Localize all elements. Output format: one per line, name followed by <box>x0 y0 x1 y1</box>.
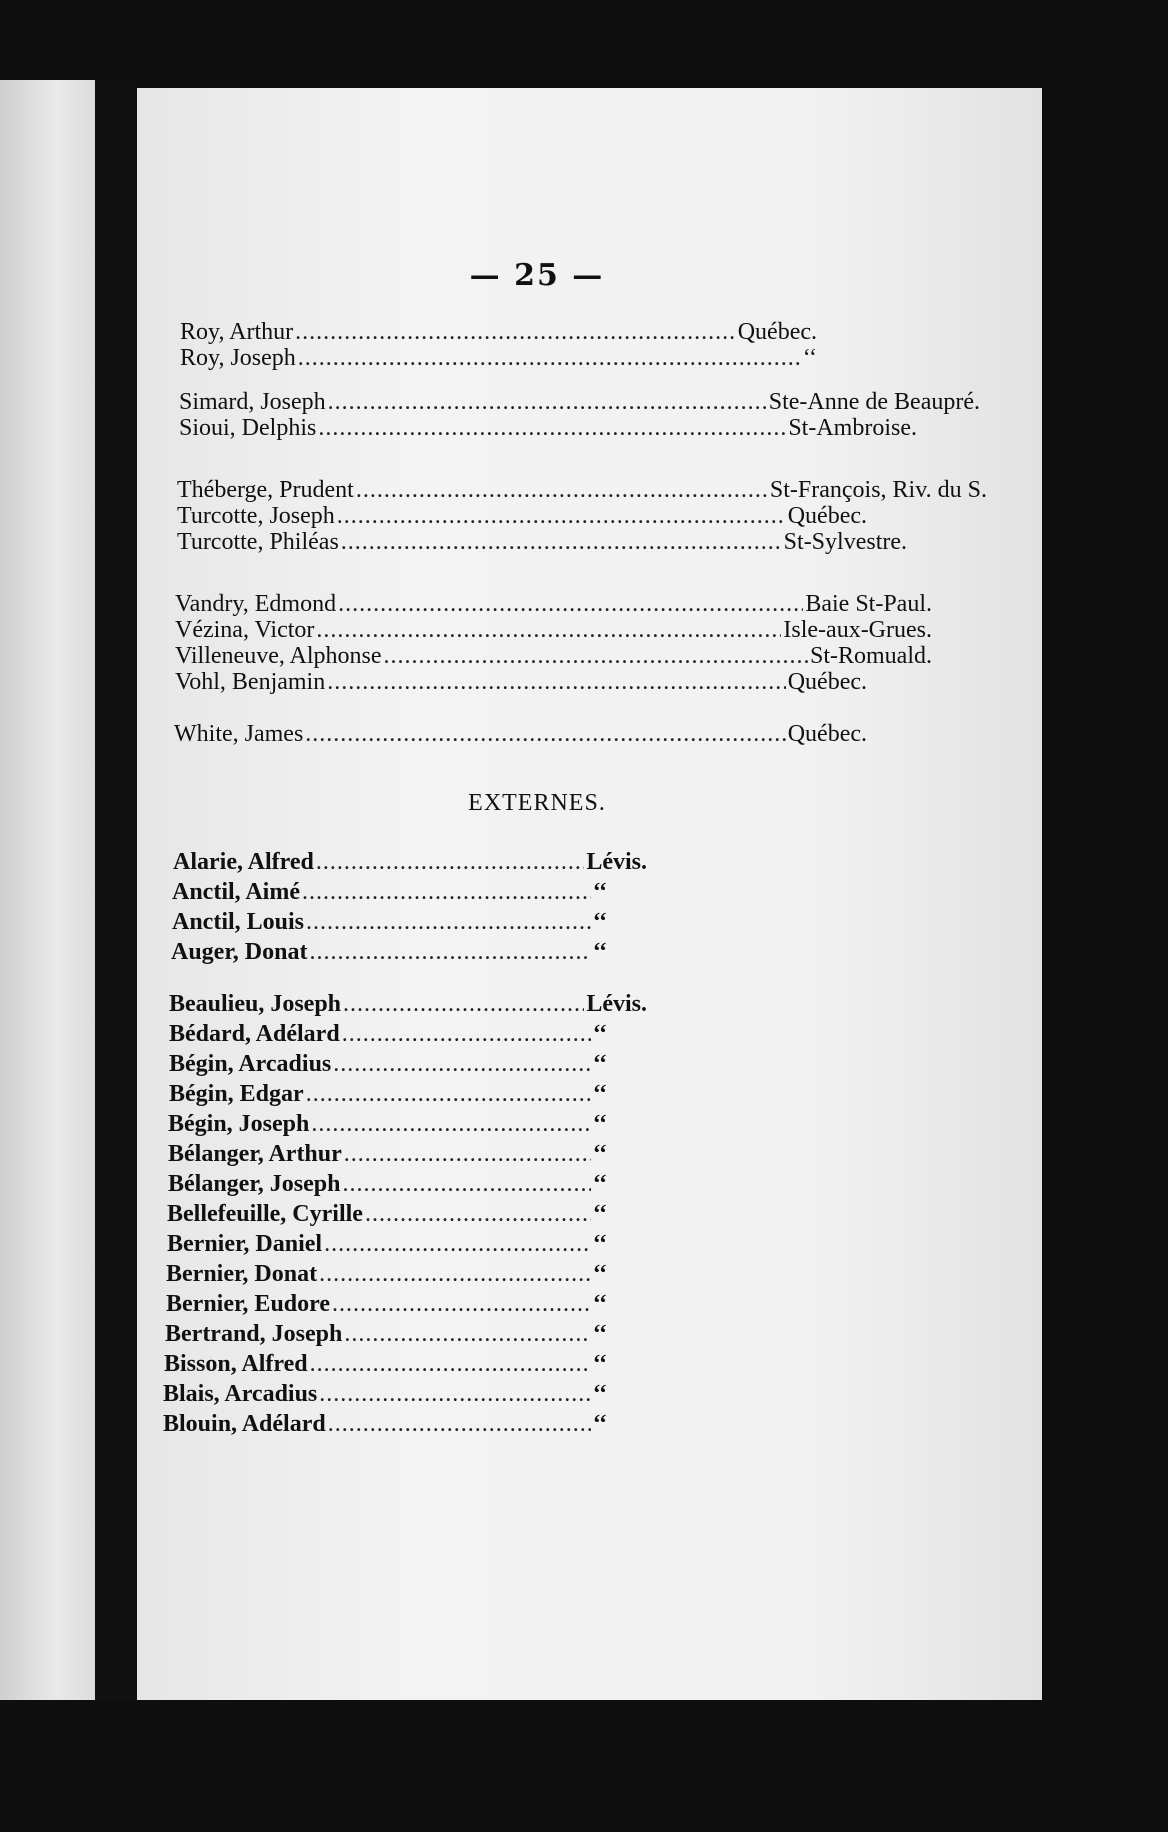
student-name: White, James <box>174 721 304 747</box>
student-place: ‘‘ <box>802 345 817 371</box>
list-item <box>169 990 647 1018</box>
dot-leader <box>343 990 584 1018</box>
student-place: Québec. <box>787 503 867 529</box>
list-item <box>175 590 932 618</box>
student-name: Anctil, Louis <box>172 909 305 935</box>
page-number: — 25 — <box>469 258 605 293</box>
student-place: ‘‘ <box>592 1111 607 1137</box>
student-name: Bisson, Alfred <box>164 1351 308 1377</box>
student-name: Roy, Arthur <box>180 319 294 345</box>
student-place: ‘‘ <box>592 1171 607 1197</box>
student-place: Ste-Anne de Beaupré. <box>768 389 980 415</box>
dot-leader <box>328 388 767 416</box>
dot-leader <box>333 1050 591 1078</box>
student-name: Bernier, Donat <box>166 1261 318 1287</box>
list-item <box>175 616 932 644</box>
student-name: Villeneuve, Alphonse <box>175 643 382 669</box>
student-place: Québec. <box>787 669 867 695</box>
list-item <box>169 1020 607 1048</box>
student-name: Bégin, Edgar <box>169 1081 304 1107</box>
list-item <box>167 1230 607 1258</box>
student-name: Alarie, Alfred <box>173 849 314 875</box>
student-name: Roy, Joseph <box>180 345 296 371</box>
dot-leader <box>332 1290 591 1318</box>
student-name: Blais, Arcadius <box>163 1381 318 1407</box>
student-name: Bertrand, Joseph <box>165 1321 343 1347</box>
dot-leader <box>309 938 590 966</box>
student-name: Vézina, Victor <box>175 617 315 643</box>
student-place: Québec. <box>787 721 867 747</box>
student-place: ‘‘ <box>592 1141 607 1167</box>
student-place: ‘‘ <box>592 1351 607 1377</box>
dot-leader <box>344 1140 591 1168</box>
list-item <box>180 318 817 346</box>
list-item <box>179 388 980 416</box>
list-item <box>177 528 907 556</box>
list-item <box>172 908 607 936</box>
dot-leader <box>365 1200 591 1228</box>
list-item <box>175 642 932 670</box>
student-place: ‘‘ <box>592 1261 607 1287</box>
dot-leader <box>327 668 785 696</box>
dot-leader <box>295 318 736 346</box>
student-place: ‘‘ <box>592 1321 607 1347</box>
student-place: ‘‘ <box>592 1291 607 1317</box>
dot-leader <box>310 1350 591 1378</box>
student-name: Vandry, Edmond <box>175 591 337 617</box>
student-name: Bélanger, Arthur <box>168 1141 342 1167</box>
list-item <box>166 1260 607 1288</box>
student-name: Bégin, Arcadius <box>169 1051 332 1077</box>
list-item <box>177 476 987 504</box>
student-place: ‘‘ <box>592 1411 607 1437</box>
list-item <box>168 1170 607 1198</box>
student-place: ‘‘ <box>592 1201 607 1227</box>
dot-leader <box>316 848 584 876</box>
student-name: Bégin, Joseph <box>168 1111 310 1137</box>
list-item <box>174 720 867 748</box>
dot-leader <box>342 1020 591 1048</box>
student-place: ‘‘ <box>592 909 607 935</box>
student-name: Bédard, Adélard <box>169 1021 340 1047</box>
dot-leader <box>342 1170 590 1198</box>
list-item <box>169 1080 607 1108</box>
student-name: Turcotte, Philéas <box>177 529 339 555</box>
student-place: Québec. <box>737 319 817 345</box>
dot-leader <box>298 344 801 372</box>
dot-leader <box>319 1380 591 1408</box>
student-name: Bernier, Daniel <box>167 1231 323 1257</box>
student-place: ‘‘ <box>592 1051 607 1077</box>
dot-leader <box>319 1260 591 1288</box>
student-name: Sioui, Delphis <box>179 415 317 441</box>
dot-leader <box>302 878 591 906</box>
dot-leader <box>318 414 786 442</box>
dot-leader <box>311 1110 590 1138</box>
student-name: Bélanger, Joseph <box>168 1171 341 1197</box>
book-gutter <box>95 80 137 1700</box>
dot-leader <box>344 1320 590 1348</box>
list-item <box>166 1290 607 1318</box>
dot-leader <box>384 642 808 670</box>
student-name: Vohl, Benjamin <box>175 669 326 695</box>
student-place: St-François, Riv. du S. <box>769 477 987 503</box>
student-name: Auger, Donat <box>171 939 308 965</box>
list-item <box>179 414 917 442</box>
student-place: Lévis. <box>586 991 647 1017</box>
dot-leader <box>341 528 782 556</box>
dot-leader <box>338 590 803 618</box>
list-item <box>163 1410 607 1438</box>
student-name: Bellefeuille, Cyrille <box>167 1201 363 1227</box>
student-name: Beaulieu, Joseph <box>169 991 342 1017</box>
student-place: Isle-aux-Grues. <box>783 617 932 643</box>
section-heading-externes: EXTERNES. <box>468 790 606 816</box>
list-item <box>167 1200 607 1228</box>
list-item <box>164 1350 607 1378</box>
list-item <box>177 502 867 530</box>
list-item <box>171 938 607 966</box>
student-name: Bernier, Eudore <box>166 1291 331 1317</box>
list-item <box>168 1110 607 1138</box>
list-item <box>173 848 647 876</box>
student-place: St-Ambroise. <box>788 415 917 441</box>
list-item <box>165 1320 607 1348</box>
student-place: ‘‘ <box>592 1381 607 1407</box>
student-place: ‘‘ <box>592 879 607 905</box>
dot-leader <box>316 616 781 644</box>
student-name: Simard, Joseph <box>179 389 326 415</box>
dot-leader <box>305 720 785 748</box>
student-place: ‘‘ <box>592 1021 607 1047</box>
student-name: Blouin, Adélard <box>163 1411 326 1437</box>
student-place: St-Sylvestre. <box>783 529 907 555</box>
list-item <box>175 668 867 696</box>
dot-leader <box>356 476 768 504</box>
student-place: ‘‘ <box>592 939 607 965</box>
student-place: Baie St-Paul. <box>805 591 932 617</box>
list-item <box>163 1380 607 1408</box>
student-name: Anctil, Aimé <box>172 879 300 905</box>
dot-leader <box>306 1080 591 1108</box>
list-item <box>168 1140 607 1168</box>
list-item <box>172 878 607 906</box>
dot-leader <box>328 1410 591 1438</box>
list-item <box>169 1050 607 1078</box>
dot-leader <box>337 502 786 530</box>
document-page <box>137 88 1042 1700</box>
student-name: Turcotte, Joseph <box>177 503 335 529</box>
student-place: Lévis. <box>586 849 647 875</box>
student-place: ‘‘ <box>592 1231 607 1257</box>
dot-leader <box>324 1230 591 1258</box>
student-name: Théberge, Prudent <box>177 477 354 503</box>
dot-leader <box>306 908 591 936</box>
facing-page-edge <box>0 80 95 1700</box>
student-place: ‘‘ <box>592 1081 607 1107</box>
list-item <box>180 344 817 372</box>
student-place: St-Romuald. <box>809 643 932 669</box>
